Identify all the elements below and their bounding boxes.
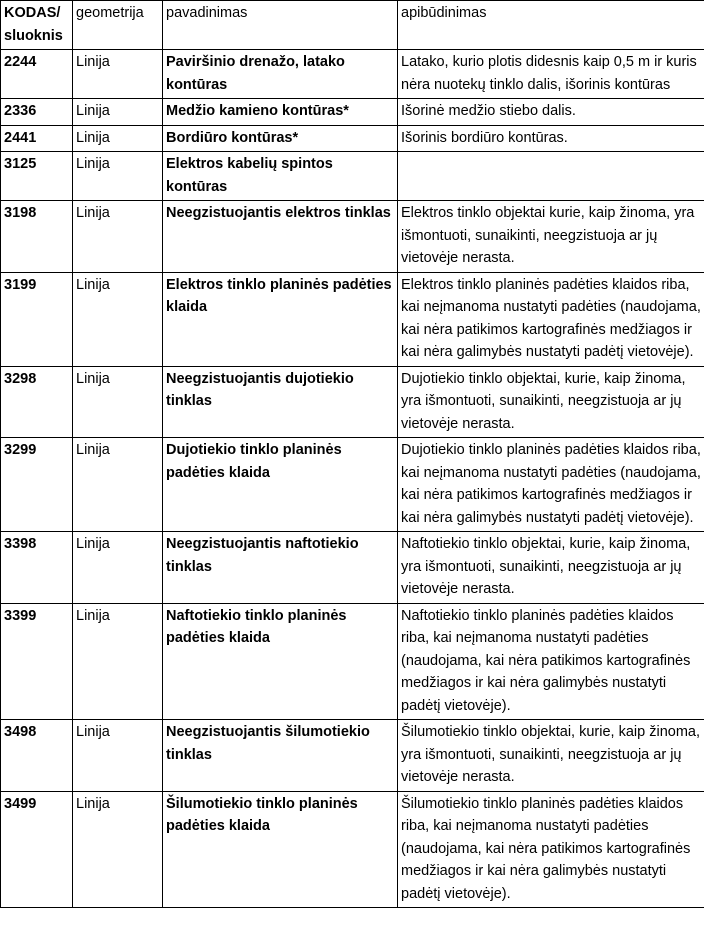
- row-name: Neegzistuojantis naftotiekio tinklas: [163, 532, 398, 604]
- table-row: [1, 201, 704, 273]
- row-code: 2441: [1, 125, 73, 152]
- row-code: 3299: [1, 438, 73, 532]
- row-code: 3398: [1, 532, 73, 604]
- row-description: Dujotiekio tinklo objektai, kurie, kaip žinoma, yra išmontuoti, sunaikinti, neegzistuoja ar jų vietovėje nerasta.: [398, 366, 704, 438]
- row-description: [398, 152, 704, 201]
- table-row: [1, 366, 704, 438]
- row-name: Šilumotiekio tinklo planinės padėties klaida: [163, 791, 398, 908]
- row-name: Paviršinio drenažo, latako kontūras: [163, 50, 398, 99]
- row-name: Elektros kabelių spintos kontūras: [163, 152, 398, 201]
- table-row: [1, 791, 704, 908]
- row-geometry: Linija: [73, 791, 163, 908]
- row-code: 3498: [1, 720, 73, 792]
- row-name: Bordiūro kontūras*: [163, 125, 398, 152]
- row-name: Neegzistuojantis dujotiekio tinklas: [163, 366, 398, 438]
- row-code: 3399: [1, 603, 73, 720]
- row-geometry: Linija: [73, 50, 163, 99]
- row-geometry: Linija: [73, 438, 163, 532]
- row-code: 3198: [1, 201, 73, 273]
- table-row: [1, 603, 704, 720]
- row-geometry: Linija: [73, 201, 163, 273]
- table-row: [1, 125, 704, 152]
- row-name: Neegzistuojantis šilumotiekio tinklas: [163, 720, 398, 792]
- row-description: Naftotiekio tinklo objektai, kurie, kaip žinoma, yra išmontuoti, sunaikinti, neegzistuoja ar jų vietovėje nerasta.: [398, 532, 704, 604]
- table-row: [1, 50, 704, 99]
- header-row: [1, 1, 704, 50]
- table-row: [1, 99, 704, 126]
- row-name: Neegzistuojantis elektros tinklas: [163, 201, 398, 273]
- row-description: Naftotiekio tinklo planinės padėties klaidos riba, kai neįmanoma nustatyti padėties (naudojama, kai nėra patikimos kartografinės medžiagos ir kai nėra galimybės nustatyti padėtį vietovėje).: [398, 603, 704, 720]
- row-description: Šilumotiekio tinklo planinės padėties klaidos riba, kai neįmanoma nustatyti padėties (naudojama, kai nėra patikimos kartografinės medžiagos ir kai nėra galimybės nustatyti padėtį vietovėje).: [398, 791, 704, 908]
- table-row: [1, 152, 704, 201]
- table-body: [1, 50, 704, 908]
- row-description: Elektros tinklo planinės padėties klaidos riba, kai neįmanoma nustatyti padėties (naudojama, kai nėra patikimos kartografinės medžiagos ir kai nėra galimybės nustatyti padėtį vietovėje).: [398, 272, 704, 366]
- row-code: 3499: [1, 791, 73, 908]
- row-geometry: Linija: [73, 603, 163, 720]
- table-row: [1, 532, 704, 604]
- row-description: Latako, kurio plotis didesnis kaip 0,5 m ir kuris nėra nuotekų tinklo dalis, išorinis kontūras: [398, 50, 704, 99]
- row-name: Dujotiekio tinklo planinės padėties klaida: [163, 438, 398, 532]
- header-apibudinimas: apibūdinimas: [398, 1, 704, 50]
- row-geometry: Linija: [73, 152, 163, 201]
- row-geometry: Linija: [73, 366, 163, 438]
- header-pavadinimas: pavadinimas: [163, 1, 398, 50]
- row-description: Dujotiekio tinklo planinės padėties klaidos riba, kai neįmanoma nustatyti padėties (naudojama, kai nėra patikimos kartografinės medžiagos ir kai nėra galimybės nustatyti padėtį vietovėje).: [398, 438, 704, 532]
- header-geometrija: geometrija: [73, 1, 163, 50]
- row-description: Elektros tinklo objektai kurie, kaip žinoma, yra išmontuoti, sunaikinti, neegzistuoja ar jų vietovėje nerasta.: [398, 201, 704, 273]
- row-name: Naftotiekio tinklo planinės padėties klaida: [163, 603, 398, 720]
- header-kodas: KODAS/ sluoknis: [1, 1, 73, 50]
- row-geometry: Linija: [73, 272, 163, 366]
- row-name: Elektros tinklo planinės padėties klaida: [163, 272, 398, 366]
- row-description: Išorinė medžio stiebo dalis.: [398, 99, 704, 126]
- row-code: 2336: [1, 99, 73, 126]
- row-geometry: Linija: [73, 720, 163, 792]
- row-geometry: Linija: [73, 532, 163, 604]
- row-geometry: Linija: [73, 99, 163, 126]
- row-geometry: Linija: [73, 125, 163, 152]
- row-code: 3199: [1, 272, 73, 366]
- row-name: Medžio kamieno kontūras*: [163, 99, 398, 126]
- row-description: Šilumotiekio tinklo objektai, kurie, kaip žinoma, yra išmontuoti, sunaikinti, neegzistuoja ar jų vietovėje nerasta.: [398, 720, 704, 792]
- table-header: [1, 1, 704, 50]
- row-description: Išorinis bordiūro kontūras.: [398, 125, 704, 152]
- row-code: 2244: [1, 50, 73, 99]
- table-row: [1, 438, 704, 532]
- row-code: 3125: [1, 152, 73, 201]
- table-row: [1, 720, 704, 792]
- table-row: [1, 272, 704, 366]
- row-code: 3298: [1, 366, 73, 438]
